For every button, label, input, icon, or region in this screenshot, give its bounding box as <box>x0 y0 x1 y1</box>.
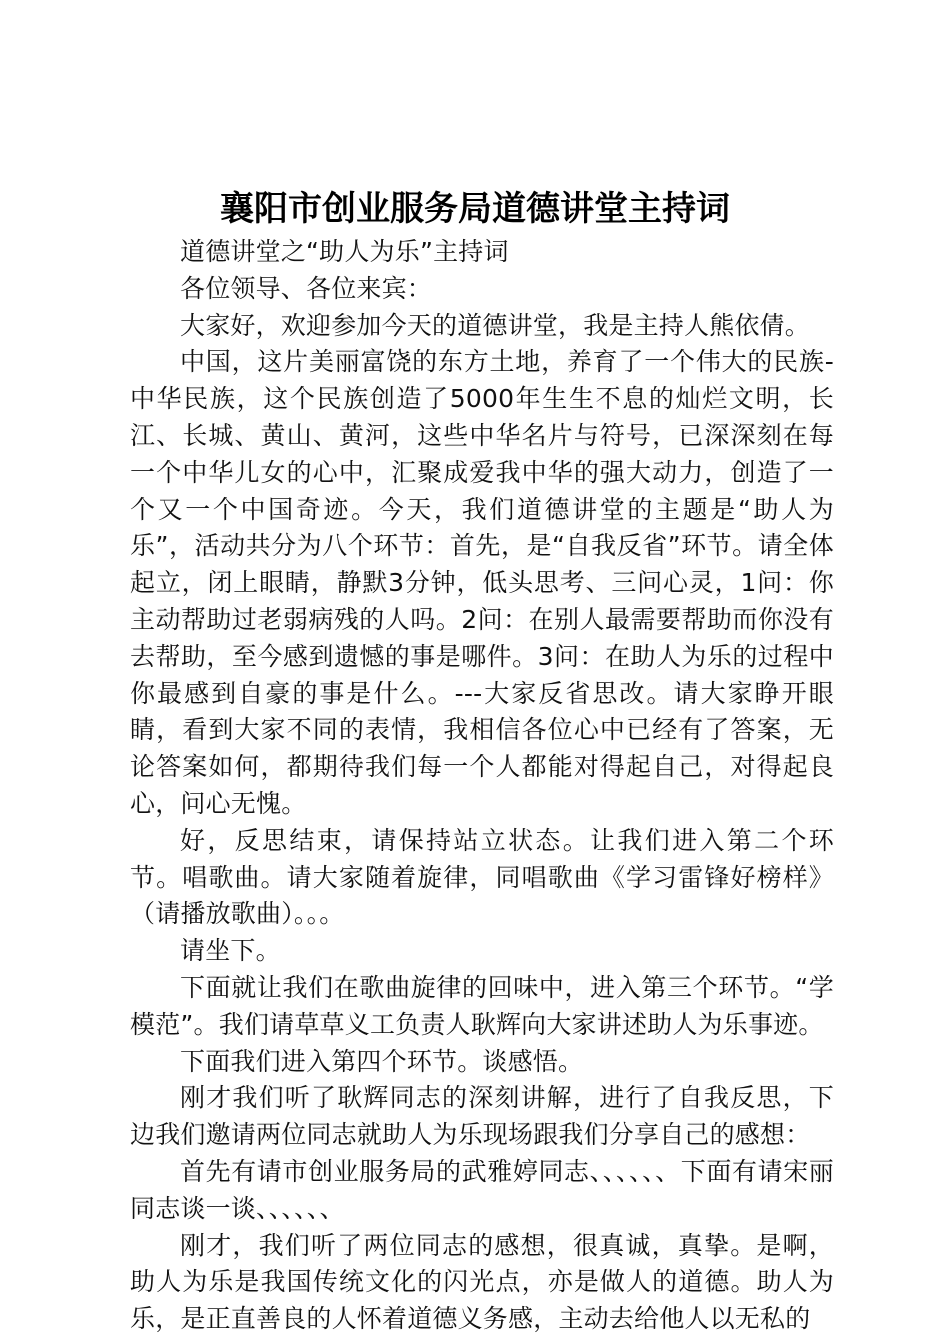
paragraph-summary: 刚才，我们听了两位同志的感想，很真诚，真挚。是啊，助人为乐是我国传统文化的闪光点，亦是做人的道德。助人为乐，是正直善良的人怀着道德义务感，主动去给他人以无私的 <box>130 1230 834 1334</box>
paragraph-invite-share: 刚才我们听了耿辉同志的深刻讲解，进行了自我反思，下边我们邀请两位同志就助人为乐现场跟我们分享自己的感想： <box>130 1083 834 1150</box>
paragraph-learn-model: 下面就让我们在歌曲旋律的回味中，进入第三个环节。“学模范”。我们请草草义工负责人耿辉向大家讲述助人为乐事迹。 <box>130 972 834 1039</box>
document-title: 襄阳市创业服务局道德讲堂主持词 <box>220 189 730 229</box>
paragraph-self-reflection: 中国，这片美丽富饶的东方土地，养育了一个伟大的民族-中华民族，这个民族创造了5000年生生不息的灿烂文明，长江、长城、黄山、黄河，这些中华名片与符号，已深深刻在每一个中华儿女的心中，汇聚成爱我中华的强大动力，创造了一个又一个中国奇迹。今天，我们道德讲堂的主题是“助人为乐”，活动共分为八个环节：首先，是“自我反省”环节。请全体起立，闭上眼睛，静默3分钟，低头思考、三问心灵，1问：你主动帮助过老弱病残的人吗。2问：在别人最需要帮助而你没有去帮助，至今感到遗憾的事是哪件。3问：在助人为乐的过程中你最感到自豪的事是什么。---大家反省思改。请大家睁开眼睛，看到大家不同的表情，我相信各位心中已经有了答案，无论答案如何，都期待我们每一个人都能对得起自己，对得起良心，问心无愧。 <box>130 347 834 818</box>
paragraph-singing: 好，反思结束，请保持站立状态。让我们进入第二个环节。唱歌曲。请大家随着旋律，同唱歌曲《学习雷锋好榜样》（请播放歌曲）。。。 <box>130 825 834 929</box>
document-body <box>130 234 834 1338</box>
paragraph-insights-intro: 下面我们进入第四个环节。谈感悟。 <box>180 1046 584 1076</box>
paragraph-sit-down: 请坐下。 <box>180 936 281 966</box>
paragraph-welcome: 大家好，欢迎参加今天的道德讲堂，我是主持人熊依倩。 <box>180 310 811 340</box>
paragraph-speakers: 首先有请市创业服务局的武雅婷同志、、、、、、下面有请宋丽同志谈一谈、、、、、、 <box>130 1156 834 1223</box>
paragraph-subtitle: 道德讲堂之“助人为乐”主持词 <box>180 237 509 266</box>
paragraph-greeting: 各位领导、各位来宾： <box>180 273 433 303</box>
